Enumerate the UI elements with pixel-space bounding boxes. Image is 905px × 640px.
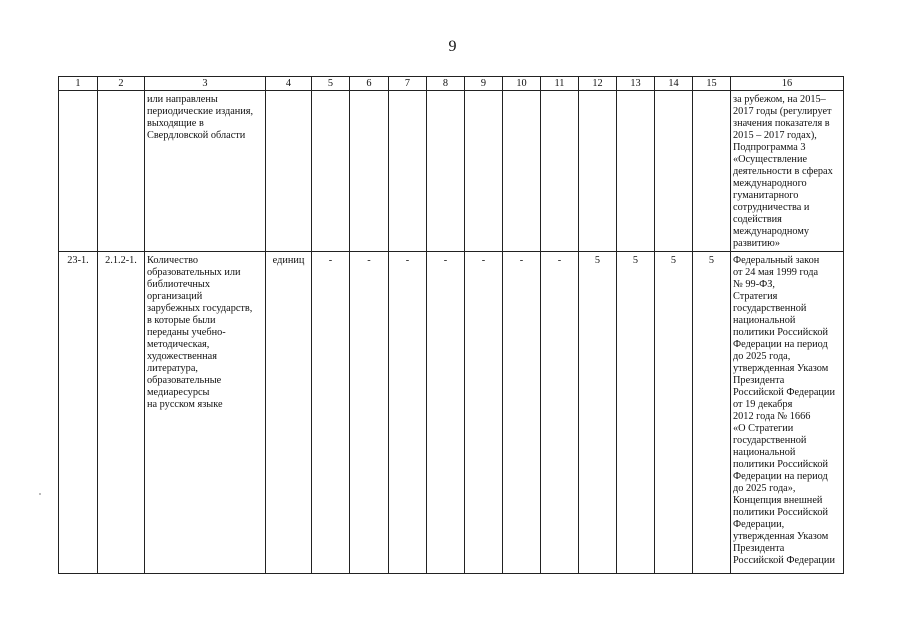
column-header: 3: [145, 77, 266, 91]
column-header: 7: [389, 77, 427, 91]
column-number-header-row: [59, 77, 844, 91]
table-cell: [579, 91, 617, 252]
value-cell: -: [503, 252, 541, 574]
indicator-text-cell: Количество образовательных или библиотечных организаций зарубежных государств, в которые были переданы учебно- методическая, художественная литература, образовательные медиаресурсы на русском языке: [145, 252, 266, 574]
column-header: 8: [427, 77, 465, 91]
value-cell: -: [541, 252, 579, 574]
value-cell: -: [465, 252, 503, 574]
source-text-cell: Федеральный закон от 24 мая 1999 года № 99-ФЗ, Стратегия государственной национальной политики Российской Федерации на период до 2025 года, утвержденная Указом Президента Российской Федерации от 19 декабря 2012 года № 1666 «О Стратегии государственной национальной политики Российской Федерации на период до 2025 года», Концепция внешней политики Российской Федерации, утвержденная Указом Президента Российской Федерации: [731, 252, 844, 574]
table-cell: [465, 91, 503, 252]
value-cell: -: [312, 252, 350, 574]
column-header: 4: [266, 77, 312, 91]
row-code-cell: 2.1.2-1.: [98, 252, 145, 574]
table-cell: [98, 91, 145, 252]
column-header: 1: [59, 77, 98, 91]
column-header: 15: [693, 77, 731, 91]
unit-cell: единиц: [266, 252, 312, 574]
column-header: 12: [579, 77, 617, 91]
table-cell: [59, 91, 98, 252]
scan-speck: [39, 493, 41, 495]
column-header: 16: [731, 77, 844, 91]
indicator-text-cell: или направлены периодические издания, выходящие в Свердловской области: [145, 91, 266, 252]
table-cell: [312, 91, 350, 252]
table-cell: [655, 91, 693, 252]
value-cell: -: [427, 252, 465, 574]
indicators-table: [58, 76, 844, 574]
table-cell: [503, 91, 541, 252]
table-cell: [389, 91, 427, 252]
column-header: 5: [312, 77, 350, 91]
value-cell: 5: [655, 252, 693, 574]
table-cell: [617, 91, 655, 252]
column-header: 2: [98, 77, 145, 91]
table-cell: [266, 91, 312, 252]
value-cell: 5: [579, 252, 617, 574]
table-row-continuation: [59, 91, 844, 252]
value-cell: -: [350, 252, 389, 574]
row-number-cell: 23-1.: [59, 252, 98, 574]
column-header: 9: [465, 77, 503, 91]
page-number: 9: [448, 38, 457, 55]
table-cell: [541, 91, 579, 252]
value-cell: -: [389, 252, 427, 574]
value-cell: 5: [617, 252, 655, 574]
column-header: 14: [655, 77, 693, 91]
table-row-23-1: [59, 252, 844, 574]
column-header: 13: [617, 77, 655, 91]
column-header: 10: [503, 77, 541, 91]
column-header: 6: [350, 77, 389, 91]
table-cell: [693, 91, 731, 252]
table-cell: [427, 91, 465, 252]
table-cell: [350, 91, 389, 252]
column-header: 11: [541, 77, 579, 91]
source-text-cell: за рубежом, на 2015– 2017 годы (регулирует значения показателя в 2015 – 2017 годах), Подпрограмма 3 «Осуществление деятельности в сферах международного гуманитарного сотрудничества и содействия международному развитию»: [731, 91, 844, 252]
value-cell: 5: [693, 252, 731, 574]
